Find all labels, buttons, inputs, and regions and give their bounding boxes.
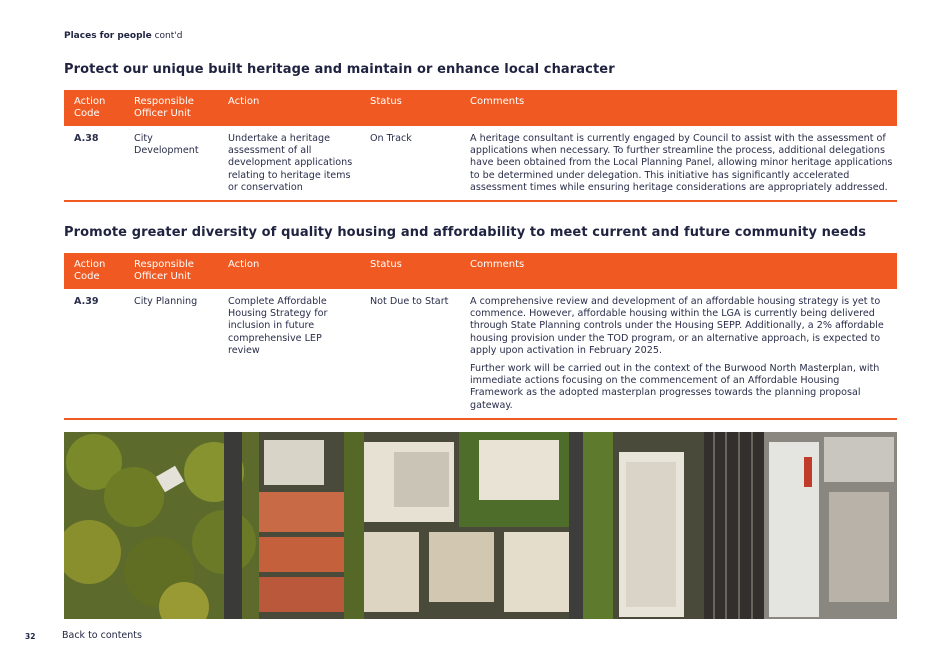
table-row <box>64 126 897 201</box>
table-header-row <box>64 90 897 126</box>
header-comments: Comments <box>460 253 897 289</box>
back-to-contents-link[interactable]: Back to contents <box>62 630 142 641</box>
header-status: Status <box>360 253 460 289</box>
table-header-row <box>64 253 897 289</box>
action-description: Complete Affordable Housing Strategy for inclusion in future comprehensive LEP review <box>228 296 328 356</box>
status-value: On Track <box>370 133 412 144</box>
header-responsible-unit: Responsible Officer Unit <box>124 90 218 126</box>
action-code: A.38 <box>74 133 99 144</box>
header-action-code: Action Code <box>64 90 124 126</box>
header-status: Status <box>360 90 460 126</box>
kicker-bold: Places for people <box>64 31 152 41</box>
action-table-heritage <box>64 90 897 202</box>
comment-paragraph: A heritage consultant is currently engaged by Council to assist with the assessment of applications when necessary. To further streamline the process, additional delegations have been obtained from the Local Planning Panel, allowing minor heritage applications to be determined under delegation. This initiative has significantly accelerated assessment times while ensuring heritage considerations are appropriately addressed. <box>470 133 893 193</box>
header-action-code: Action Code <box>64 253 124 289</box>
comment-paragraph: Further work will be carried out in the context of the Burwood North Masterplan, with immediate actions focusing on the commencement of an Affordable Housing Framework as the adopted masterplan progresses towards the planning proposal gateway. <box>470 363 880 411</box>
action-code: A.39 <box>74 296 99 307</box>
header-comments: Comments <box>460 90 897 126</box>
section-title-housing: Promote greater diversity of quality housing and affordability to meet current and future community needs <box>64 225 867 240</box>
responsible-unit: City Planning <box>134 296 198 307</box>
kicker-rest: cont'd <box>154 31 183 41</box>
page-number: 32 <box>25 632 36 641</box>
table-row <box>64 289 897 419</box>
status-value: Not Due to Start <box>370 296 449 307</box>
section-title-heritage: Protect our unique built heritage and maintain or enhance local character <box>64 62 615 77</box>
comments-cell <box>460 289 897 419</box>
header-action: Action <box>218 253 360 289</box>
aerial-photo-illustration <box>64 432 897 619</box>
header-responsible-unit: Responsible Officer Unit <box>124 253 218 289</box>
responsible-unit: City Development <box>134 133 199 157</box>
header-action: Action <box>218 90 360 126</box>
comments-cell <box>460 126 897 201</box>
section-kicker <box>64 31 182 41</box>
comment-paragraph: A comprehensive review and development of an affordable housing strategy is yet to commence. However, affordable housing within the LGA is currently being delivered through State Planning controls under the Housing SEPP. Additionally, a 2% affordable housing provision under the TOD program, or an alternative approach, is expected to apply upon activation in February 2025. <box>470 296 884 356</box>
action-description: Undertake a heritage assessment of all development applications relating to heritage items or conservation <box>228 133 353 193</box>
action-table-housing <box>64 253 897 420</box>
aerial-city-photo <box>64 432 897 619</box>
